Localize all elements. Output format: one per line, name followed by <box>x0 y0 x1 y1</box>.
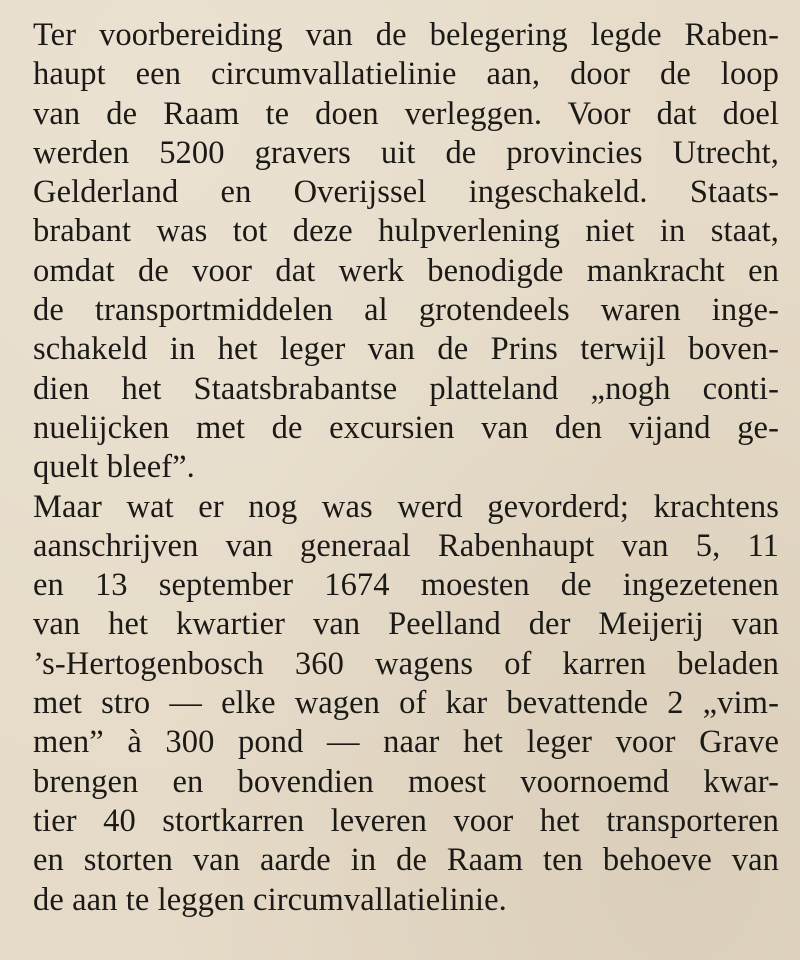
text-line: tier 40 stortkarren leveren voor het transporteren <box>33 802 779 839</box>
text-line: aanschrijven van generaal Rabenhaupt van 5, 11 <box>33 527 779 564</box>
text-line: Gelderland en Overijssel ingeschakeld. Staats- <box>33 174 779 211</box>
text-line: omdat de voor dat werk benodigde mankracht en <box>33 252 779 289</box>
text-line: haupt een circumvallatielinie aan, door de loop <box>33 56 779 93</box>
text-line: brengen en bovendien moest voornoemd kwar- <box>33 763 779 800</box>
text-line: quelt bleef”. <box>33 449 195 486</box>
text-line: dien het Staatsbrabantse platteland „nogh conti- <box>33 370 779 407</box>
text-line: nuelijcken met de excursien van den vijand ge- <box>33 409 779 446</box>
document-page <box>33 16 779 920</box>
text-line: brabant was tot deze hulpverlening niet in staat, <box>33 213 779 250</box>
paragraph-1 <box>33 16 779 488</box>
text-line: Maar wat er nog was werd gevorderd; krachtens <box>33 488 779 525</box>
text-line: men” à 300 pond — naar het leger voor Grave <box>33 724 779 761</box>
text-line: werden 5200 gravers uit de provincies Utrecht, <box>33 134 779 171</box>
text-line: en storten van aarde in de Raam ten behoeve van <box>33 842 779 879</box>
text-line: de aan te leggen circumvallatielinie. <box>33 881 507 918</box>
text-line: en 13 september 1674 moesten de ingezetenen <box>33 567 779 604</box>
text-line: van het kwartier van Peelland der Meijerij van <box>33 606 779 643</box>
text-line: van de Raam te doen verleggen. Voor dat doel <box>33 95 779 132</box>
text-line: met stro — elke wagen of kar bevattende 2 „vim- <box>33 685 779 722</box>
text-line: schakeld in het leger van de Prins terwijl boven- <box>33 331 779 368</box>
paragraph-2 <box>33 488 779 920</box>
text-line: ’s-Hertogenbosch 360 wagens of karren beladen <box>33 645 779 682</box>
text-line: Ter voorbereiding van de belegering legde Raben- <box>33 17 779 53</box>
text-line: de transportmiddelen al grotendeels waren inge- <box>33 292 779 329</box>
